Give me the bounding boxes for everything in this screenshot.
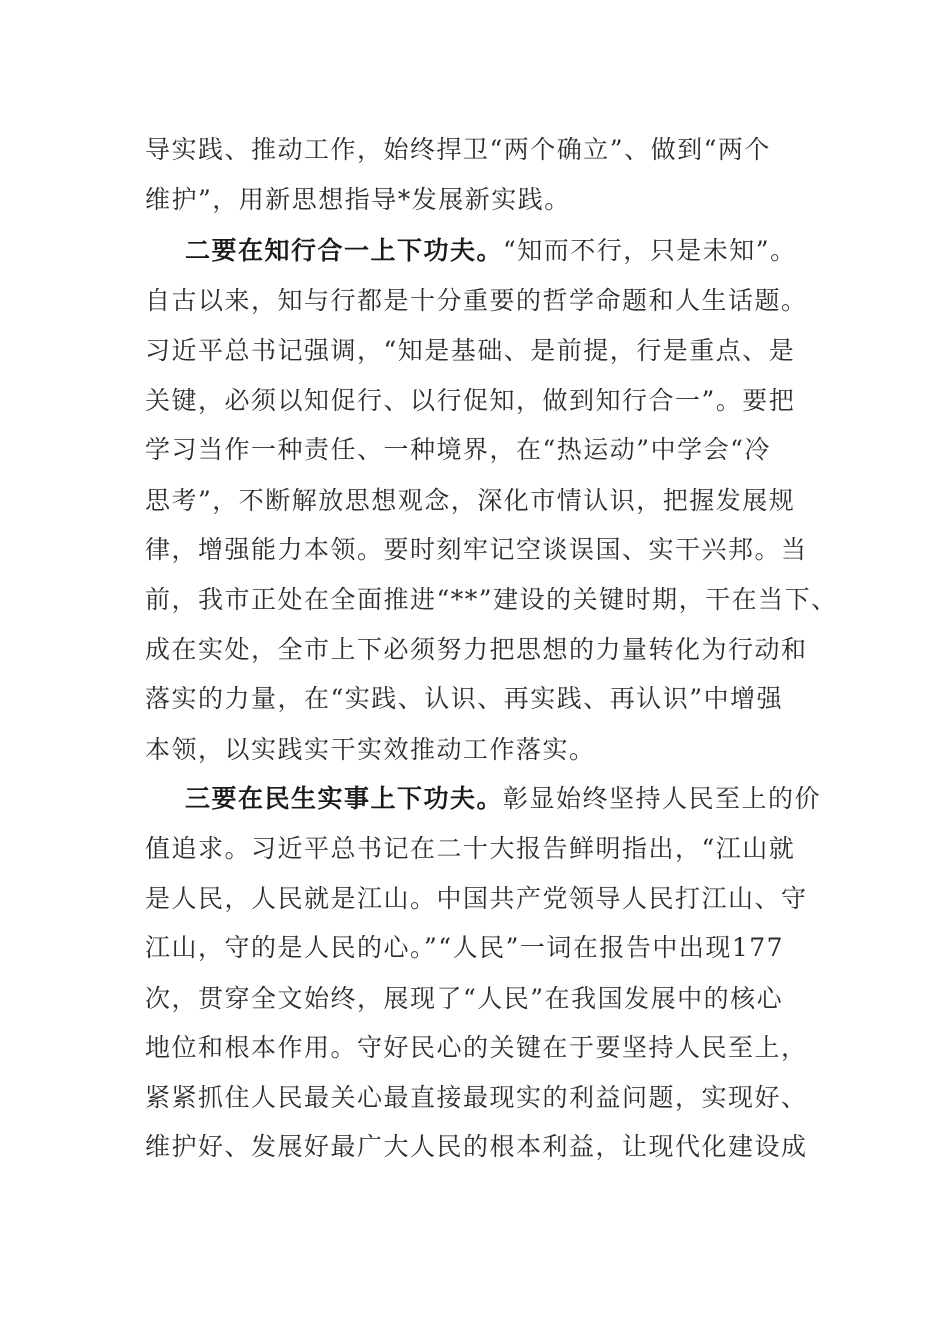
text-line: 地位和根本作用。守好民心的关键在于要坚持人民至上， <box>145 1033 808 1062</box>
section-heading: 三要在民生实事上下功夫。 <box>185 784 504 813</box>
text-line: 值追求。习近平总书记在二十大报告鲜明指出，“江山就 <box>145 834 796 863</box>
text-line: 自古以来，知与行都是十分重要的哲学命题和人生话题。 <box>145 286 808 315</box>
text-line: 次，贯穿全文始终，展现了“人民”在我国发展中的核心 <box>145 984 784 1013</box>
text-line: 习近平总书记强调，“知是基础、是前提，行是重点、是 <box>145 336 796 365</box>
section-heading-line: 三要在民生实事上下功夫。彰显始终坚持人民至上的价 <box>185 784 822 813</box>
text-line: 导实践、推动工作，始终捍卫“两个确立”、做到“两个 <box>145 135 771 164</box>
text-line: 紧紧抓住人民最关心最直接最现实的利益问题，实现好、 <box>145 1083 808 1112</box>
text-line: 学习当作一种责任、一种境界，在“热运动”中学会“冷 <box>145 435 771 464</box>
text-line: 维护”，用新思想指导*发展新实践。 <box>145 185 571 214</box>
text-line: 本领，以实践实干实效推动工作落实。 <box>145 735 596 764</box>
text-line: 律，增强能力本领。要时刻牢记空谈误国、实干兴邦。当 <box>145 535 808 564</box>
text-line: 落实的力量，在“实践、认识、再实践、再认识”中增强 <box>145 684 784 713</box>
text-line: 关键，必须以知促行、以行促知，做到知行合一”。要把 <box>145 386 796 415</box>
text-line: 思考”，不断解放思想观念，深化市情认识，把握发展规 <box>145 486 796 515</box>
section-heading-line: 二要在知行合一上下功夫。“知而不行，只是未知”。 <box>185 236 797 265</box>
text-line: 成在实处，全市上下必须努力把思想的力量转化为行动和 <box>145 635 808 664</box>
text-line: 前，我市正处在全面推进“**”建设的关键时期，干在当下、 <box>145 585 838 614</box>
text-line: 江山，守的是人民的心。”“人民”一词在报告中出现177 <box>145 933 785 962</box>
text-line: 是人民，人民就是江山。中国共产党领导人民打江山、守 <box>145 884 808 913</box>
section-heading: 二要在知行合一上下功夫。 <box>185 236 504 265</box>
text-line: 维护好、发展好最广大人民的根本利益，让现代化建设成 <box>145 1132 808 1161</box>
